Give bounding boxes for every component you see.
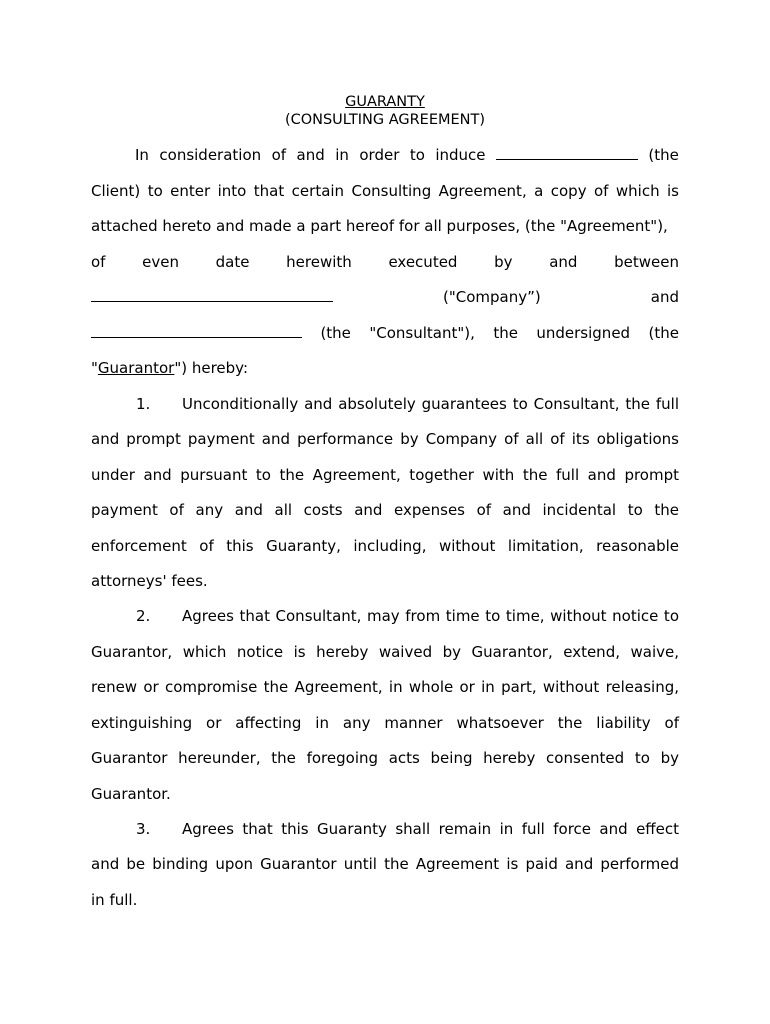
document-subtitle: (CONSULTING AGREEMENT)	[284, 112, 486, 128]
intro-line-2: Client) to enter into that certain Consulting Agreement, a copy of which is	[91, 182, 679, 200]
para1-line-5: enforcement of this Guaranty, including, without limitation, reasonable	[91, 537, 679, 555]
intro-line-3: attached hereto and made a part hereof for all purposes, (the "Agreement"),	[91, 217, 668, 235]
intro-line-4: of even date herewith executed by and between	[91, 253, 679, 271]
para3-line-1: 3. Agrees that this Guaranty shall remain in full force and effect	[136, 820, 679, 838]
intro-line-5: ("Company”) and	[91, 287, 679, 307]
para2-line-1: 2. Agrees that Consultant, may from time to time, without notice to	[136, 607, 679, 625]
para1-number: 1.	[136, 395, 151, 413]
intro-line-1: In consideration of and in order to induce (the	[135, 146, 679, 164]
para2-number: 2.	[136, 607, 151, 625]
para2-line-6: Guarantor.	[91, 785, 171, 803]
para2-line-4: extinguishing or affecting in any manner whatsoever the liability of	[91, 714, 679, 732]
intro-line-6: (the "Consultant"), the undersigned (the	[91, 323, 679, 343]
para1-line-3: under and pursuant to the Agreement, together with the full and prompt	[91, 466, 679, 484]
guarantor-defined-term: Guarantor	[97, 359, 175, 377]
para3-line-2: and be binding upon Guarantor until the Agreement is paid and performed	[91, 855, 679, 873]
para2-line-5: Guarantor hereunder, the foregoing acts being hereby consented to by	[91, 749, 679, 767]
consultant-name-blank[interactable]	[91, 323, 302, 338]
para2-line-2: Guarantor, which notice is hereby waived by Guarantor, extend, waive,	[91, 643, 679, 661]
company-name-blank[interactable]	[91, 287, 333, 302]
para2-line-3: renew or compromise the Agreement, in whole or in part, without releasing,	[91, 678, 679, 696]
para3-number: 3.	[136, 820, 151, 838]
intro-line-7: "Guarantor") hereby:	[91, 359, 249, 377]
para1-line-4: payment of any and all costs and expenses of and incidental to the	[91, 501, 679, 519]
client-name-blank[interactable]	[496, 145, 638, 160]
para1-line-1: 1. Unconditionally and absolutely guarantees to Consultant, the full	[136, 395, 679, 413]
para3-line-3: in full.	[91, 891, 138, 909]
para1-line-6: attorneys' fees.	[91, 572, 208, 590]
para1-line-2: and prompt payment and performance by Company of all of its obligations	[91, 430, 679, 448]
document-title: GUARANTY	[345, 94, 425, 110]
